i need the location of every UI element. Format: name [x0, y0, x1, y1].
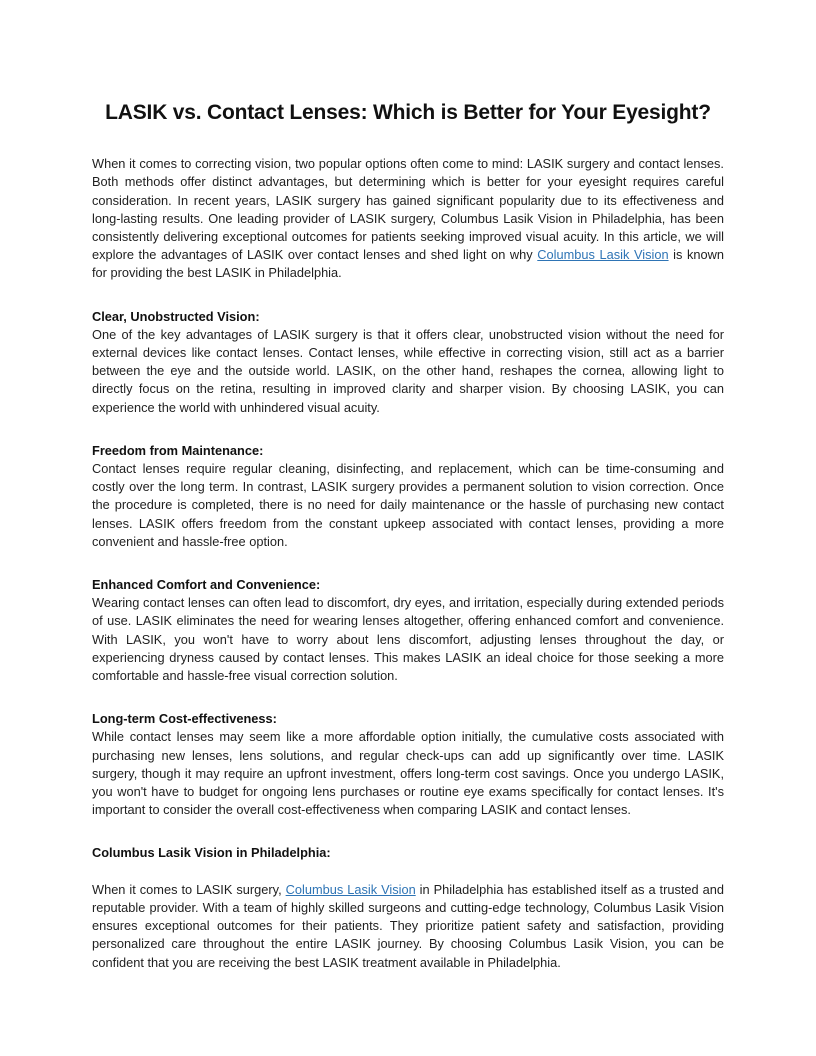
- section-body-long-term-cost-effectiveness: While contact lenses may seem like a more affordable option initially, the cumulative costs associated with purchasing new lenses, lens solutions, and regular check-ups can add up significantly over time. LASIK surgery, though it may require an upfront investment, offers long-term cost savings. Once you undergo LASIK, you won't have to budget for ongoing lens purchases or routine eye exams specifically for contact lenses. It's important to consider the overall cost-effectiveness when comparing LASIK and contact lenses.: [92, 729, 724, 818]
- intro-text-before-link: When it comes to correcting vision, two popular options often come to mind: LASIK surgery and contact lenses. Both methods offer distinct advantages, but determining which is better for your eyesight requires careful consideration. In recent years, LASIK surgery has gained significant popularity due to its effectiveness and long-lasting results. One leading provider of LASIK surgery, Columbus Lasik Vision in Philadelphia, has been consistently delivering exceptional outcomes for patients seeking improved visual acuity. In this article, we will explore the advantages of LASIK over contact lenses and shed light on why: [92, 156, 724, 263]
- section-heading-clear-unobstructed-vision: Clear, Unobstructed Vision:: [92, 308, 260, 324]
- columbus-lasik-vision-link[interactable]: Columbus Lasik Vision: [285, 881, 416, 897]
- closing-text-before-link: When it comes to LASIK surgery,: [92, 881, 286, 897]
- section-heading-long-term-cost-effectiveness: Long-term Cost-effectiveness:: [92, 711, 277, 727]
- section-heading-columbus-lasik-vision-philadelphia: Columbus Lasik Vision in Philadelphia:: [92, 845, 331, 861]
- section-heading-freedom-from-maintenance: Freedom from Maintenance:: [92, 442, 264, 458]
- section-heading-enhanced-comfort-convenience: Enhanced Comfort and Convenience:: [92, 577, 321, 593]
- closing-text-after-link: in Philadelphia has established itself as a trusted and reputable provider. With a team of highly skilled surgeons and cutting-edge technology, Columbus Lasik Vision ensures exceptional outcomes for their patients. They prioritize patient safety and satisfaction, providing personalized care throughout the entire LASIK journey. By choosing Columbus Lasik Vision, you can be confident that you are receiving the best LASIK treatment available in Philadelphia.: [92, 881, 724, 970]
- section-columbus-lasik-vision-philadelphia: [92, 844, 724, 971]
- section-body-freedom-from-maintenance: Contact lenses require regular cleaning, disinfecting, and replacement, which can be time-consuming and costly over the long term. In contrast, LASIK surgery provides a permanent solution to vision correction. Once the procedure is completed, there is no need for daily maintenance or the hassle of purchasing new contact lenses. LASIK offers freedom from the constant upkeep associated with contact lenses, providing a more convenient and hassle-free option.: [92, 461, 724, 549]
- blank-line-spacer: [92, 863, 724, 881]
- intro-paragraph: [92, 155, 724, 282]
- section-freedom-from-maintenance: [92, 442, 724, 551]
- closing-paragraph: [92, 881, 724, 972]
- section-long-term-cost-effectiveness: [92, 710, 724, 819]
- section-body-enhanced-comfort-convenience: Wearing contact lenses can often lead to discomfort, dry eyes, and irritation, especially during extended periods of use. LASIK eliminates the need for wearing lenses altogether, offering enhanced comfort and convenience. With LASIK, you won't have to worry about lens discomfort, adjusting lenses throughout the day, or experiencing dryness caused by contact lenses. This makes LASIK an ideal choice for those seeking a more comfortable and hassle-free visual correction solution.: [92, 595, 724, 684]
- section-enhanced-comfort-convenience: [92, 576, 724, 685]
- columbus-lasik-vision-link[interactable]: Columbus Lasik Vision: [537, 247, 669, 263]
- document-title: LASIK vs. Contact Lenses: Which is Better for Your Eyesight?: [105, 101, 711, 124]
- section-body-clear-unobstructed-vision: One of the key advantages of LASIK surgery is that it offers clear, unobstructed vision without the need for external devices like contact lenses. Contact lenses, while effective in correcting vision, still act as a barrier between the eye and the outside world. LASIK, on the other hand, reshapes the cornea, allowing light to directly focus on the retina, resulting in improved clarity and sharper vision. By choosing LASIK, you can experience the world with unhindered visual acuity.: [92, 326, 724, 415]
- section-clear-unobstructed-vision: [92, 308, 724, 417]
- intro-text-after-link: is known for providing the best LASIK in Philadelphia.: [92, 247, 724, 281]
